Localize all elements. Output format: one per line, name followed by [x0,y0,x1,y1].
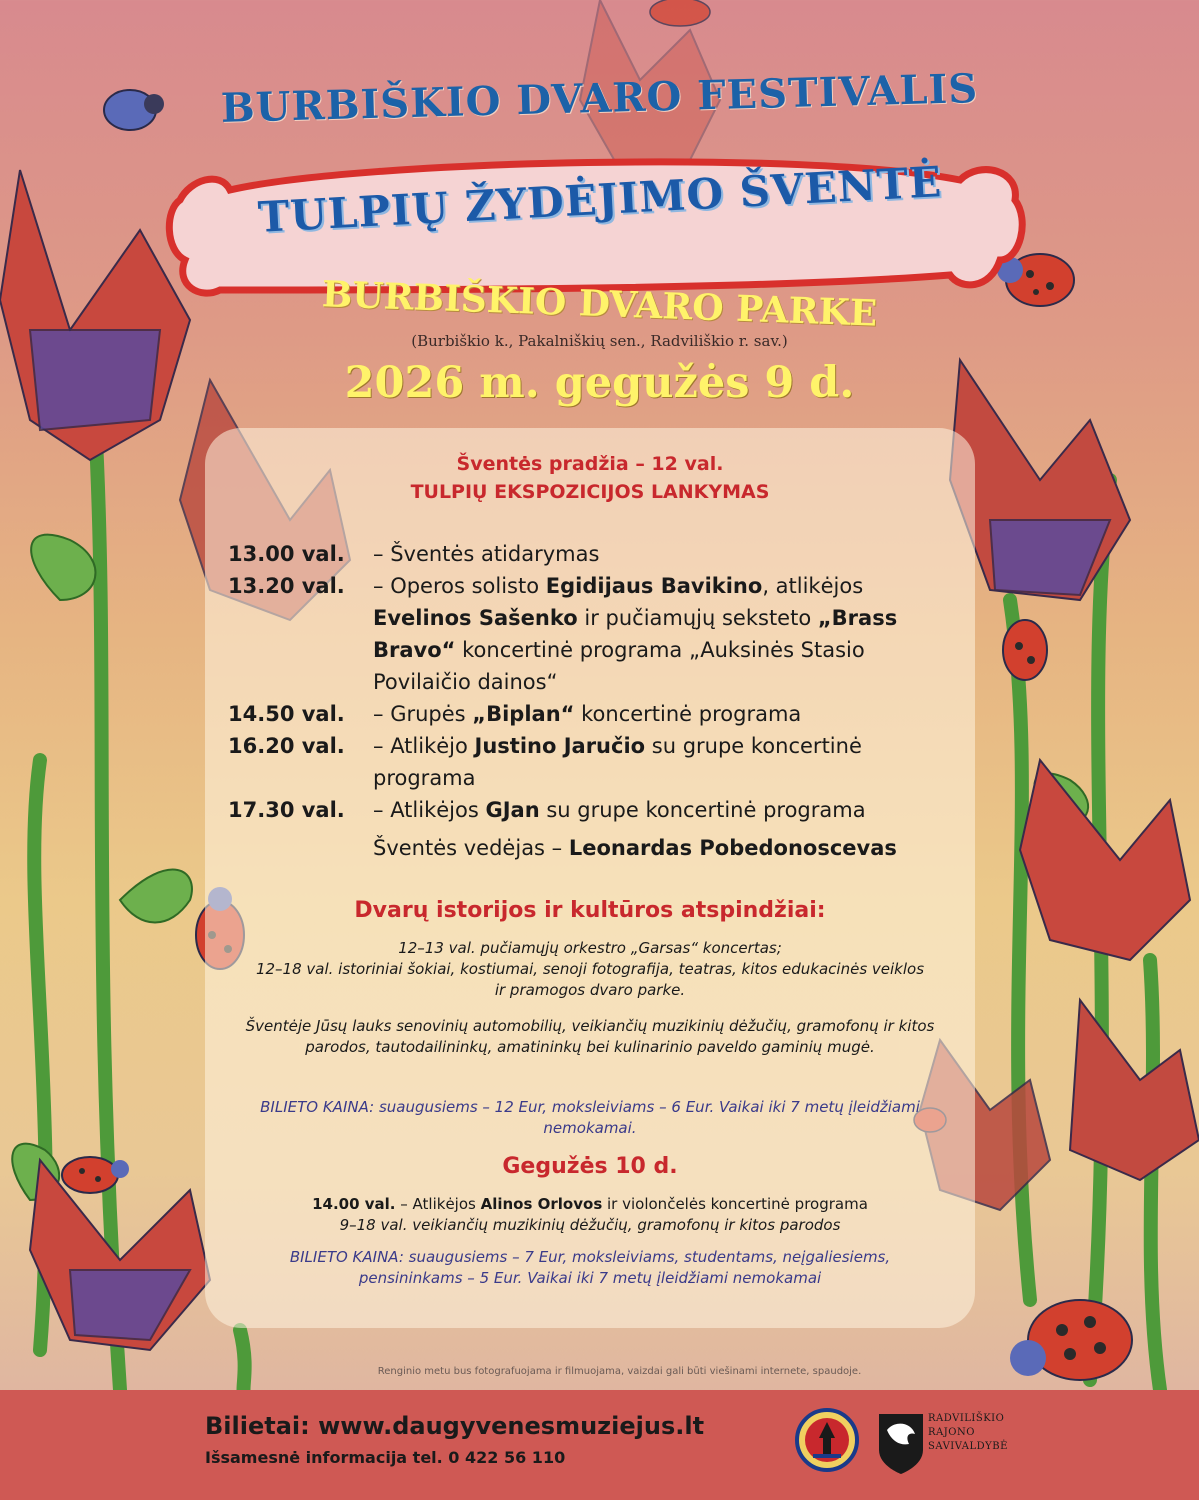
ticket-price-may10: BILIETO KAINA: suaugusiems – 7 Eur, moksleiviams, studentams, neįgaliesiems, pensininkams – 5 Eur. Vaikai iki 7 metų įleidžiami nemokamai [289,1248,891,1287]
ticket-price-may9: BILIETO KAINA: suaugusiems – 12 Eur, moksleiviams – 6 Eur. Vaikai iki 7 metų įleidžiami nemokamai. [260,1098,920,1137]
council-name: RADVILIŠKIO RAJONO SAVIVALDYBĖ [928,1413,1008,1452]
schedule-desc: – Atlikėjo Justino Jaručio su grupe koncertinė programa [373,734,862,790]
info-phone: Išsamesnė informacija tel. 0 422 56 110 [205,1448,566,1467]
schedule-desc: – Grupės „Biplan“ koncertinė programa [373,702,802,726]
photo-notice: Renginio metu bus fotografuojama ir filmuojama, vaizdai gali būti viešinami internete, spaudoje. [377,1366,862,1377]
schedule-desc: – Operos solisto Egidijaus Bavikino, atlikėjos Evelinos Sašenko ir pučiamųjų seksteto „Brass Bravo“ koncertinė programa „Auksinės Stasio Povilaičio dainos“ [373,574,898,694]
history-heading: Dvarų istorijos ir kultūros atspindžiai: [354,898,826,923]
schedule-time: 13.20 val. [228,574,345,598]
schedule-row [228,794,968,826]
history-schedule: 12–13 val. pučiamųjų orkestro „Garsas“ koncertas; 12–18 val. istoriniai šokiai, kostiumai, senoji fotografija, teatras, kitos edukacinės veiklos ir pramogos dvaro parke. [255,939,925,999]
schedule-desc: – Šventės atidarymas [373,542,600,566]
schedule-time: 14.50 val. [228,702,345,726]
schedule-row [228,570,968,698]
exhibition-title: TULPIŲ EKSPOZICIJOS LANKYMAS [410,481,770,503]
footer-bar [0,1390,1199,1500]
schedule-desc: – Atlikėjos GJan su grupe koncertinė programa [373,798,866,822]
may10-program: 14.00 val. – Atlikėjos Alinos Orlovos ir violončelės koncertinė programa 9–18 val. veikiančių muzikinių dėžučių, gramofonų ir kitos parodos [312,1195,868,1234]
host-row [228,832,968,864]
venue-address: (Burbiškio k., Pakalniškių sen., Radviliškio r. sav.) [411,332,788,350]
host-desc: Šventės vedėjas – Leonardas Pobedonoscevas [373,836,897,860]
event-title: TULPIŲ ŽYDĖJIMO ŠVENTĖ [256,157,944,242]
schedule-time: 16.20 val. [228,734,345,758]
may10-heading: Gegužės 10 d. [502,1154,678,1179]
tickets-line: Bilietai: www.daugyvenesmuziejus.lt [205,1412,705,1440]
exhibits-text: Šventėje Jūsų lauks senovinių automobilių, veikiančių muzikinių dėžučių, gramofonų ir kitos parodos, tautodailininkų, amatininkų bei kulinarinio paveldo gaminių mugė. [245,1017,935,1056]
schedule-time: 17.30 val. [228,798,345,822]
schedule-row [228,730,968,794]
start-time: Šventės pradžia – 12 val. [456,453,724,475]
schedule-list [228,538,968,864]
schedule-row [228,538,968,570]
schedule-time: 13.00 val. [228,542,345,566]
festival-title: BURBIŠKIO DVARO FESTIVALIS [220,65,979,132]
host-name: Leonardas Pobedonoscevas [568,836,897,860]
museum-logo [795,1408,859,1472]
start-info [205,450,975,506]
tickets-link[interactable]: www.daugyvenesmuziejus.lt [318,1412,705,1440]
event-date: 2026 m. gegužės 9 d. [344,358,855,408]
venue-title: BURBIŠKIO DVARO PARKE [321,273,878,335]
schedule-row [228,698,968,730]
